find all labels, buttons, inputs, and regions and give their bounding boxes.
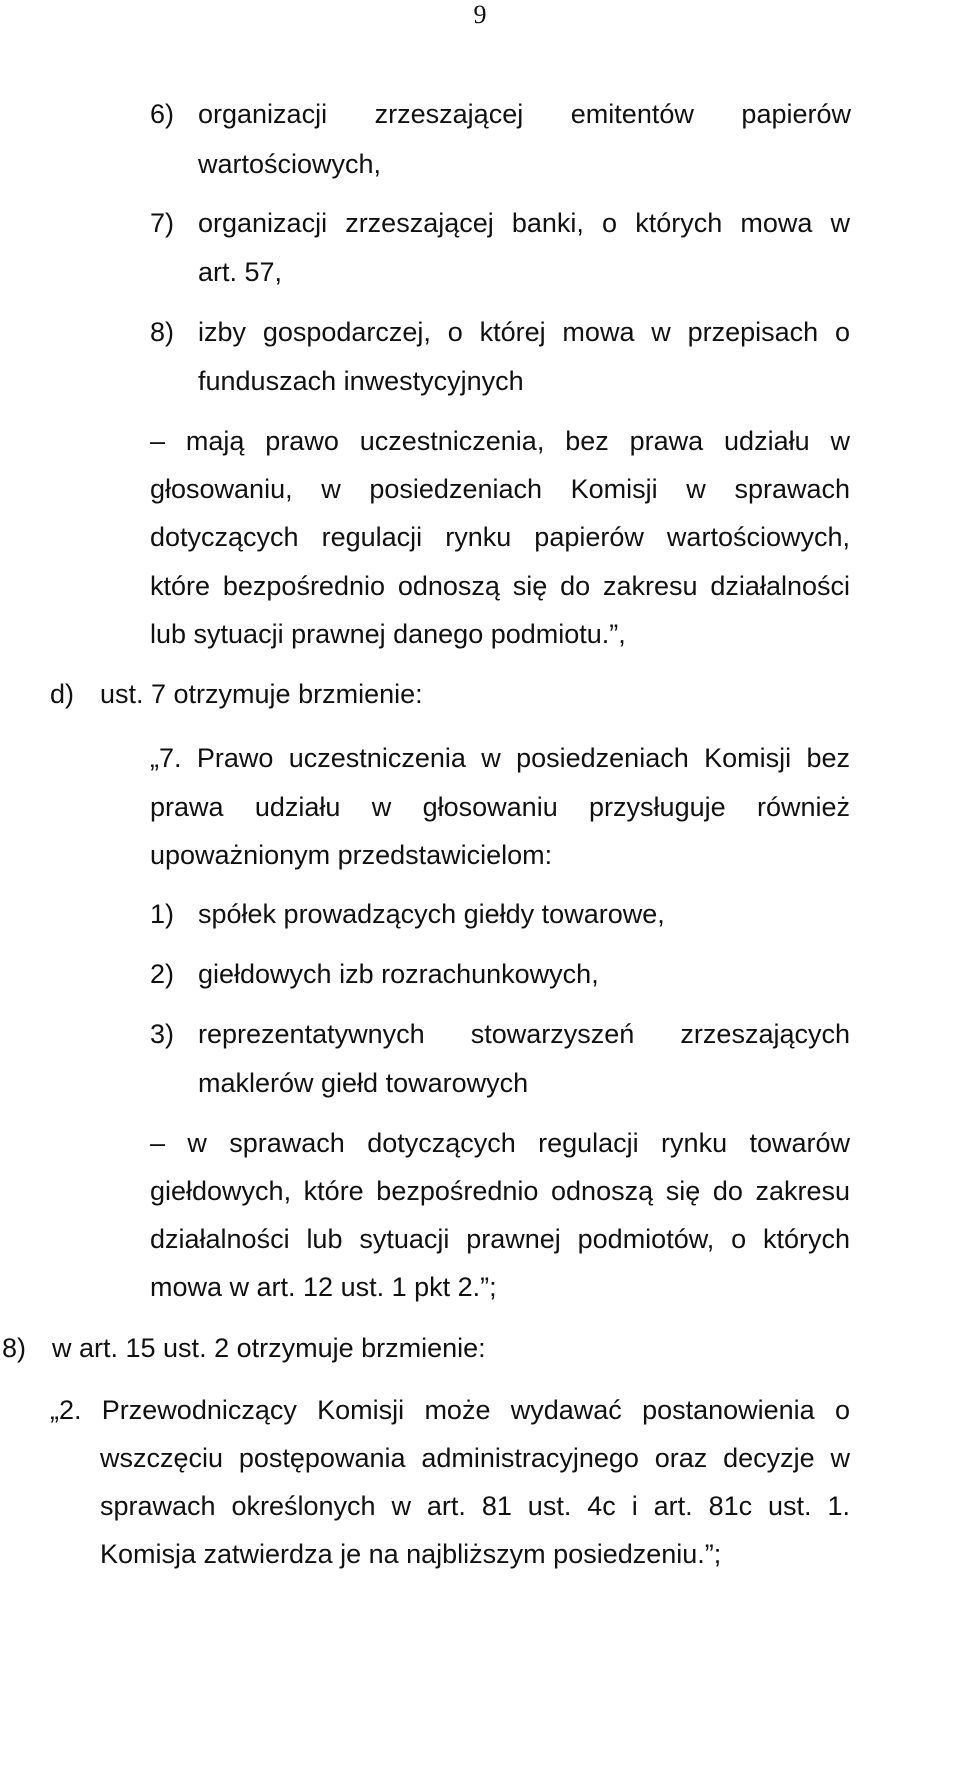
quoted-paragraph-line: wszczęciu postępowania administracyjnego oraz decyzje w xyxy=(100,1443,850,1473)
point-text: ust. 7 otrzymuje brzmienie: xyxy=(100,679,423,709)
list-item-text: giełdowych izb rozrachunkowych, xyxy=(198,959,599,989)
quoted-paragraph-line: prawa udziału w głosowaniu przysługuje również xyxy=(150,792,850,822)
quoted-paragraph-line: „2. Przewodniczący Komisji może wydawać postanowienia o xyxy=(50,1395,850,1425)
list-item-text: wartościowych, xyxy=(198,149,382,179)
point-label: 8) xyxy=(2,1333,27,1363)
list-item-text: maklerów giełd towarowych xyxy=(198,1068,529,1098)
paragraph-line: – mają prawo uczestniczenia, bez prawa udziału w xyxy=(150,426,850,456)
paragraph-line: – w sprawach dotyczących regulacji rynku towarów xyxy=(150,1128,850,1158)
list-number: 1) xyxy=(150,899,175,929)
list-item-text: reprezentatywnych stowarzyszeń zrzeszających xyxy=(198,1019,850,1049)
list-item-text: izby gospodarczej, o której mowa w przepisach o xyxy=(198,317,850,347)
list-item-text: organizacji zrzeszającej emitentów papierów xyxy=(198,99,851,129)
list-number: 7) xyxy=(150,208,175,238)
paragraph-line: giełdowych, które bezpośrednio odnoszą się do zakresu xyxy=(150,1176,850,1206)
point-label: d) xyxy=(50,679,75,709)
quoted-paragraph-line: upoważnionym przedstawicielom: xyxy=(150,840,553,870)
list-number: 6) xyxy=(150,99,175,129)
list-number: 2) xyxy=(150,959,175,989)
quoted-paragraph-line: Komisja zatwierdza je na najbliższym posiedzeniu.”; xyxy=(100,1539,722,1569)
point-text: w art. 15 ust. 2 otrzymuje brzmienie: xyxy=(52,1333,486,1363)
page-number: 9 xyxy=(473,0,487,29)
paragraph-line: mowa w art. 12 ust. 1 pkt 2.”; xyxy=(150,1272,497,1302)
list-item-text: funduszach inwestycyjnych xyxy=(198,366,524,396)
quoted-paragraph-line: „7. Prawo uczestniczenia w posiedzeniach Komisji bez xyxy=(150,743,850,773)
list-item-text: organizacji zrzeszającej banki, o których mowa w xyxy=(198,208,850,238)
list-number: 8) xyxy=(150,317,175,347)
list-number: 3) xyxy=(150,1019,175,1049)
list-item-text: art. 57, xyxy=(198,257,283,287)
quoted-paragraph-line: sprawach określonych w art. 81 ust. 4c i art. 81c ust. 1. xyxy=(100,1491,850,1521)
paragraph-line: dotyczących regulacji rynku papierów wartościowych, xyxy=(150,522,850,552)
paragraph-line: głosowaniu, w posiedzeniach Komisji w sprawach xyxy=(150,474,850,504)
paragraph-line: które bezpośrednio odnoszą się do zakresu działalności xyxy=(150,571,850,601)
paragraph-line: lub sytuacji prawnej danego podmiotu.”, xyxy=(150,619,626,649)
list-item-text: spółek prowadzących giełdy towarowe, xyxy=(198,899,665,929)
paragraph-line: działalności lub sytuacji prawnej podmiotów, o których xyxy=(150,1224,850,1254)
